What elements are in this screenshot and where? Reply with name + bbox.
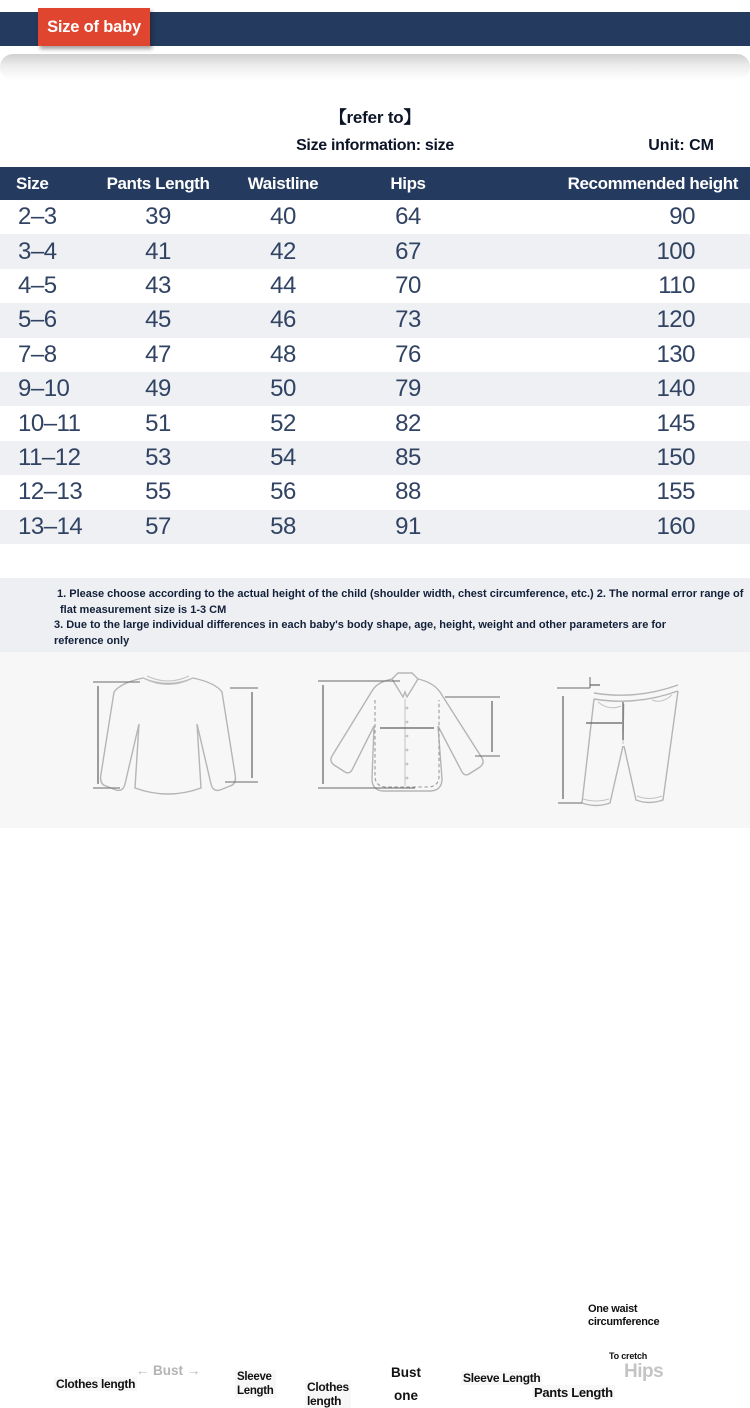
table-cell: 67 <box>395 237 421 265</box>
shirt-buttons <box>406 707 409 780</box>
shirt-collar <box>392 673 418 697</box>
table-cell: 10–11 <box>18 409 81 437</box>
table-cell: 58 <box>270 512 296 540</box>
table-cell: 73 <box>395 306 421 334</box>
tee-sleeve-line1: Sleeve <box>237 1371 272 1383</box>
unit-label: Unit: CM <box>648 137 714 154</box>
measurement-diagrams-section <box>0 652 750 1408</box>
size-table <box>0 167 750 544</box>
table-cell: 79 <box>395 375 421 403</box>
note-line: flat measurement size is 1-3 CM <box>60 603 227 616</box>
pants-waistband <box>594 685 678 701</box>
column-header: Pants Length <box>106 173 210 193</box>
column-header: Hips <box>390 173 426 193</box>
tee-sleeve-length-label <box>235 1370 276 1398</box>
shirt-clothes-length-label <box>305 1380 351 1408</box>
column-header: Recommended height <box>567 173 738 193</box>
table-cell: 50 <box>270 375 296 403</box>
shirt-clothes-line2: length <box>307 1394 342 1408</box>
table-cell: 85 <box>395 443 421 471</box>
table-row <box>0 510 750 544</box>
table-cell: 55 <box>145 478 171 506</box>
note-line: reference only <box>54 634 130 647</box>
table-cell: 88 <box>395 478 421 506</box>
notes-block <box>0 578 750 652</box>
table-cell: 130 <box>656 340 695 368</box>
table-cell: 100 <box>656 237 695 265</box>
table-cell: 42 <box>270 237 296 265</box>
table-cell: 52 <box>270 409 296 437</box>
size-table-rows <box>0 200 750 544</box>
shirt-diagram <box>295 664 510 814</box>
shirt-bust-line2: one <box>393 1388 418 1403</box>
table-cell: 3–4 <box>18 237 57 265</box>
table-cell: 56 <box>270 478 296 506</box>
table-cell: 160 <box>656 512 695 540</box>
table-cell: 150 <box>656 443 695 471</box>
shirt-left-sleeve <box>331 679 392 773</box>
pants-hem-lines <box>583 796 662 801</box>
table-cell: 110 <box>658 271 695 299</box>
refer-to-title: 【refer to】 <box>329 108 421 127</box>
table-row <box>0 338 750 372</box>
table-cell: 2–3 <box>18 203 57 231</box>
table-cell: 82 <box>395 409 421 437</box>
table-cell: 44 <box>270 271 296 299</box>
table-cell: 91 <box>395 512 421 540</box>
pants-left-leg <box>582 699 623 806</box>
table-cell: 49 <box>145 375 171 403</box>
table-cell: 155 <box>656 478 695 506</box>
table-cell: 9–10 <box>18 375 70 403</box>
table-cell: 47 <box>145 340 171 368</box>
pants-left-pocket <box>598 702 621 708</box>
table-cell: 40 <box>270 203 296 231</box>
size-of-baby-badge: Size of baby <box>38 8 150 46</box>
table-cell: 57 <box>145 512 171 540</box>
size-table-header <box>0 167 750 200</box>
table-cell: 90 <box>669 203 695 231</box>
pants-hips-label: Hips <box>624 1361 664 1382</box>
table-cell: 46 <box>270 306 296 334</box>
table-row <box>0 406 750 440</box>
table-cell: 5–6 <box>18 306 57 334</box>
table-cell: 76 <box>395 340 421 368</box>
table-cell: 43 <box>145 271 171 299</box>
column-header: Waistline <box>247 173 319 193</box>
pants-diagram <box>520 652 700 817</box>
table-cell: 4–5 <box>18 271 57 299</box>
table-row <box>0 234 750 268</box>
shirt-bust-line1: Bust <box>391 1365 421 1380</box>
table-cell: 7–8 <box>18 340 57 368</box>
table-row <box>0 372 750 406</box>
pants-waist-line1: One waist <box>588 1303 638 1315</box>
table-cell: 53 <box>145 443 171 471</box>
table-cell: 45 <box>145 306 171 334</box>
table-cell: 12–13 <box>18 478 83 506</box>
pants-right-leg <box>624 691 678 803</box>
size-information-subtitle: Size information: size <box>296 137 454 154</box>
table-cell: 70 <box>395 271 421 299</box>
tee-sleeve-line2: Length <box>237 1385 274 1397</box>
table-cell: 48 <box>270 340 296 368</box>
pants-waist-label <box>588 1303 659 1328</box>
table-cell: 54 <box>270 443 296 471</box>
shirt-sleeve-length-label: Sleeve Length <box>463 1371 541 1385</box>
table-cell: 41 <box>145 237 171 265</box>
table-cell: 145 <box>656 409 695 437</box>
shirt-right-sleeve <box>418 679 483 775</box>
note-line: 3. Due to the large individual differences in each baby's body shape, age, height, weight and other parameters are for <box>54 619 667 631</box>
table-cell: 13–14 <box>18 512 83 540</box>
pants-crotch-label: To cretch <box>609 1351 648 1361</box>
table-cell: 39 <box>145 203 171 231</box>
table-row <box>0 200 750 234</box>
table-cell: 64 <box>395 203 421 231</box>
table-row <box>0 269 750 303</box>
waist-connector-line <box>557 677 590 688</box>
tee-bust-label: ← Bust → <box>135 1363 201 1378</box>
tee-diagram <box>40 664 290 814</box>
table-row <box>0 475 750 509</box>
shirt-bust-one-label <box>377 1366 435 1402</box>
note-line: 1. Please choose according to the actual height of the child (shoulder width, chest circumference, etc.) 2. The normal error range of <box>57 588 744 600</box>
shirt-clothes-line1: Clothes <box>307 1380 349 1394</box>
table-cell: 140 <box>656 375 695 403</box>
table-row <box>0 441 750 475</box>
tee-clothes-length-label: Clothes length <box>56 1377 136 1391</box>
pants-waist-line2: circumference <box>588 1315 660 1328</box>
pants-length-label: Pants Length <box>534 1385 613 1400</box>
table-cell: 11–12 <box>18 443 81 471</box>
column-header: Size <box>16 173 49 193</box>
table-cell: 51 <box>145 409 171 437</box>
tee-outline <box>101 678 236 794</box>
shirt-panel-dashed <box>375 700 439 787</box>
table-row <box>0 303 750 337</box>
table-cell: 120 <box>656 306 695 334</box>
divider-shine-bar <box>0 54 750 80</box>
